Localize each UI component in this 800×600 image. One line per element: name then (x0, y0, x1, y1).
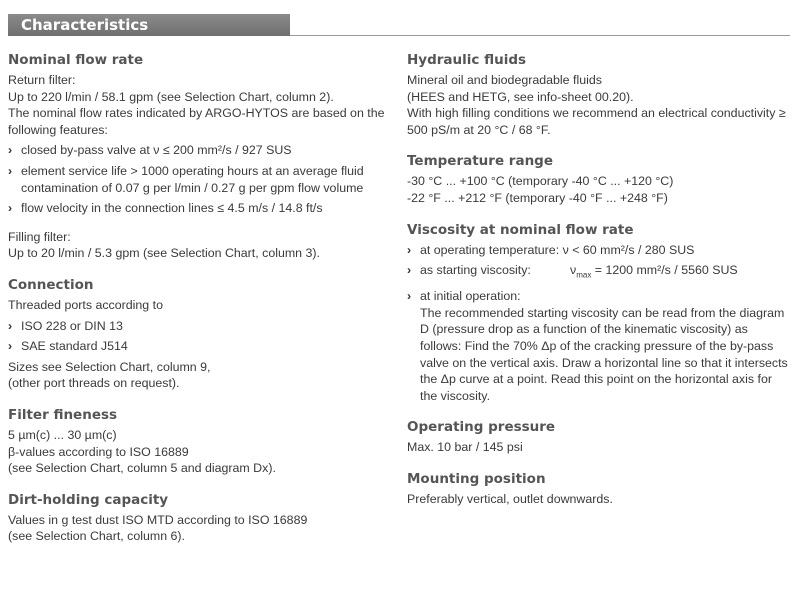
viscosity-bullets (407, 242, 792, 405)
header-rule (290, 35, 790, 36)
list-item (8, 200, 393, 217)
connection-outro-2: (other port threads on request). (8, 376, 180, 391)
bullet-text: The recommended starting viscosity can be read from the diagram D (pressure drop as a function of the kinematic viscosity) as follows: Find the 70% Δp of the cracking pressure of the by-pass valve on the vertical axis. Draw a horizontal line so that it intersects the Δp curve at a point. Read this point on the horizontal axis for the viscosity. (420, 305, 788, 403)
flow-intro-1: Return filter: (8, 73, 76, 87)
temperature-section (407, 153, 792, 206)
bullet-icon: › (8, 163, 13, 178)
pressure-text: Max. 10 bar / 145 psi (407, 440, 523, 455)
temperature-line-2: -22 °F ... +212 °F (temporary -40 °F ... +248 °F) (407, 190, 668, 205)
dirt-section (8, 492, 393, 545)
fineness-section (8, 407, 393, 477)
viscosity-heading: Viscosity at nominal flow rate (407, 221, 634, 238)
bullet-text: element service life > 1000 operating hours at an average fluid contamination of 0.07 g per l/min / 0.27 g per gpm flow volume (21, 163, 364, 195)
bullet-icon: › (8, 339, 13, 354)
bullet-text: at operating temperature: ν < 60 mm²/s / 280 SUS (420, 242, 695, 257)
connection-heading: Connection (8, 276, 94, 293)
list-item (407, 288, 792, 404)
bullet-icon: › (8, 201, 13, 216)
dirt-line-1: Values in g test dust ISO MTD according to ISO 16889 (8, 512, 308, 527)
bullet-icon: › (407, 242, 412, 257)
connection-intro: Threaded ports according to (8, 297, 163, 312)
bullet-label: at initial operation: (420, 289, 521, 304)
flow-section (8, 52, 393, 262)
mounting-section (407, 471, 792, 508)
list-item (407, 262, 792, 284)
hydraulic-line-2: (HEES and HETG, see info-sheet 00.20). (407, 89, 634, 104)
fineness-line-1: 5 µm(c) ... 30 µm(c) (8, 427, 117, 442)
flow-intro-2: Up to 220 l/min / 58.1 gpm (see Selection Chart, column 2). (8, 89, 334, 104)
bullet-text: closed by-pass valve at ν ≤ 200 mm²/s / 927 SUS (21, 143, 292, 158)
bullet-icon: › (407, 289, 412, 304)
connection-bullets (8, 318, 393, 355)
pressure-heading: Operating pressure (407, 419, 556, 436)
connection-section (8, 277, 393, 392)
bullet-icon: › (407, 263, 412, 278)
fineness-heading: Filter fineness (8, 406, 118, 423)
hydraulic-line-1: Mineral oil and biodegradable fluids (407, 73, 602, 87)
bullet-text: SAE standard J514 (21, 339, 128, 354)
section-title: Characteristics (21, 16, 149, 34)
fineness-line-2: β-values according to ISO 16889 (8, 444, 189, 459)
right-column (407, 52, 792, 523)
mounting-heading: Mounting position (407, 470, 546, 487)
bullet-value: = 1200 mm²/s / 5560 SUS (591, 263, 738, 278)
hydraulic-line-3: With high filling conditions we recommend an electrical conductivity ≥ 500 pS/m at 20 °C / 68 °F. (407, 106, 786, 137)
bullet-text: flow velocity in the connection lines ≤ 4.5 m/s / 14.8 ft/s (21, 201, 323, 216)
bullet-label: as starting viscosity: (420, 263, 531, 278)
filling-label: Filling filter: (8, 229, 71, 244)
fineness-line-3: (see Selection Chart, column 5 and diagram Dx). (8, 461, 276, 476)
nu-symbol: ν (570, 263, 577, 278)
flow-intro-3: The nominal flow rates indicated by ARGO-HYTOS are based on the following features: (8, 106, 385, 137)
list-item (8, 142, 393, 159)
list-item (407, 242, 792, 259)
list-item (8, 318, 393, 335)
filling-text: Up to 20 l/min / 5.3 gpm (see Selection Chart, column 3). (8, 246, 320, 261)
bullet-text: ISO 228 or DIN 13 (21, 318, 123, 333)
temperature-line-1: -30 °C ... +100 °C (temporary -40 °C ... +120 °C) (407, 174, 674, 189)
mounting-text: Preferably vertical, outlet downwards. (407, 491, 613, 506)
viscosity-section (407, 222, 792, 405)
bullet-icon: › (8, 143, 13, 158)
dirt-line-2: (see Selection Chart, column 6). (8, 529, 185, 544)
flow-bullets (8, 142, 393, 216)
max-subscript: max (576, 270, 592, 280)
connection-outro-1: Sizes see Selection Chart, column 9, (8, 359, 211, 374)
list-item (8, 338, 393, 355)
bullet-icon: › (8, 318, 13, 333)
temperature-heading: Temperature range (407, 153, 554, 170)
flow-heading: Nominal flow rate (8, 52, 144, 68)
left-column (8, 52, 393, 560)
pressure-section (407, 419, 792, 456)
list-item (8, 163, 393, 196)
section-banner (8, 14, 290, 36)
hydraulic-section (407, 52, 792, 138)
dirt-heading: Dirt-holding capacity (8, 491, 169, 508)
hydraulic-heading: Hydraulic fluids (407, 52, 527, 68)
